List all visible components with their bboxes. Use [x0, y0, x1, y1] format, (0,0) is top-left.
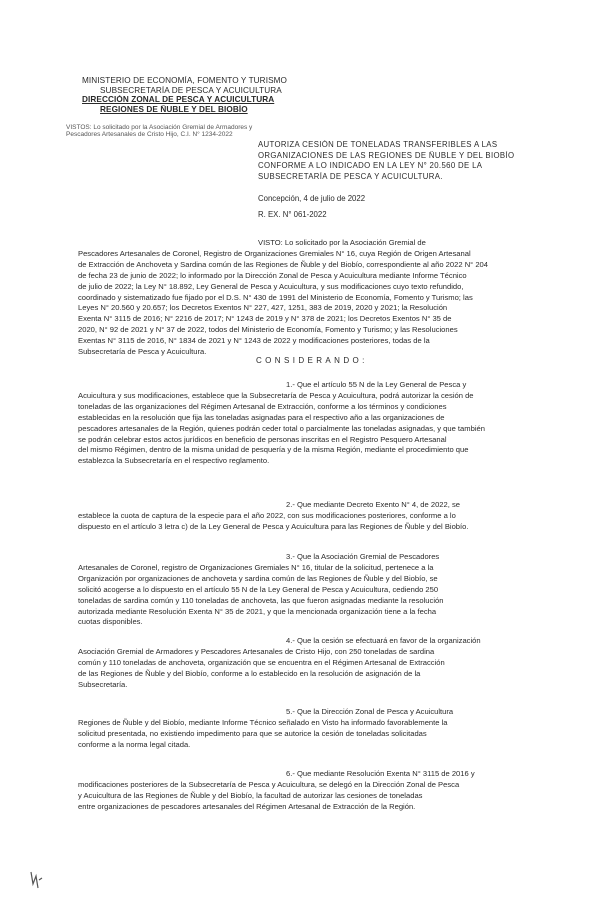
- paragraph-line: Asociación Gremial de Armadores y Pescadores Artesanales de Cristo Hijo, con 250 toneladas de sardina: [78, 646, 435, 656]
- paragraph-line: de Extracción de Anchoveta y Sardina común de las Regiones de Ñuble y del Biobío, correspondiente al año 2022 N° 204: [78, 259, 488, 269]
- subject-line: SUBSECRETARÍA DE PESCA Y ACUICULTURA.: [258, 171, 443, 181]
- paragraph-line: Subsecretaría.: [78, 679, 128, 689]
- directorate-name: DIRECCIÓN ZONAL DE PESCA Y ACUICULTURA: [82, 95, 275, 105]
- reference-line: Pescadores Artesanales de Cristo Hijo, C.I. N° 1234-2022: [66, 131, 233, 139]
- paragraph-line: dispuesto en el artículo 3 letra c) de la Ley General de Pesca y Acuicultura para las Regiones de Ñuble y del Biobío.: [78, 521, 469, 531]
- subject-line: ORGANIZACIONES DE LAS REGIONES DE ÑUBLE Y DEL BIOBÍO: [258, 150, 515, 160]
- paragraph-line: común y 110 toneladas de anchoveta, organización que se encuentra en el Régimen Artesanal de Extracción: [78, 657, 445, 667]
- considerando-item-4: [78, 636, 518, 691]
- paragraph-line: 4.- Que la cesión se efectuará en favor de la organización: [286, 636, 481, 645]
- reference-line: VISTOS: Lo solicitado por la Asociación Gremial de Armadores y: [66, 124, 253, 131]
- paragraph-line: 2.- Que mediante Decreto Exento N° 4, de 2022, se: [286, 500, 460, 509]
- paragraph-line: conforme a la norma legal citada.: [78, 739, 191, 749]
- paragraph-line: toneladas de las organizaciones del Régimen Artesanal de Extracción, conforme a los términos y condiciones: [78, 401, 447, 411]
- paragraph-line: 2020, N° 92 de 2021 y N° 37 de 2022, todos del Ministerio de Economía, Fomento y Turismo; y las Resoluciones: [78, 325, 458, 335]
- paragraph-line: de fecha 23 de junio de 2022; lo informado por la Dirección Zonal de Pesca y Acuicultura mediante Informe Técnico: [78, 270, 467, 280]
- considerando-item-1: [78, 380, 518, 467]
- paragraph-line: Subsecretaría de Pesca y Acuicultura.: [78, 347, 207, 357]
- paragraph-line: 3.- Que la Asociación Gremial de Pescadores: [286, 552, 440, 561]
- considerando-item-5: [78, 707, 518, 751]
- considerando-item-6: [78, 769, 518, 813]
- visto-paragraph: [78, 238, 518, 358]
- region-name: REGIONES DE ÑUBLE Y DEL BIOBÍO: [100, 104, 248, 114]
- ministry-name: MINISTERIO DE ECONOMÍA, FOMENTO Y TURISMO: [82, 76, 288, 85]
- paragraph-line: VISTO: Lo solicitado por la Asociación Gremial de: [258, 238, 426, 247]
- resolution-number: R. EX. N° 061-2022: [258, 210, 327, 219]
- paragraph-line: Acuicultura y sus modificaciones, establece que la Subsecretaría de Pesca y Acuicultura, podrá autorizar la cesión de: [78, 390, 474, 400]
- paragraph-line: Leyes N° 20.560 y 20.657; los Decretos Exentos N° 227, 427, 1251, 383 de 2019, 2020 y 2021; la Resolución: [78, 303, 448, 313]
- paragraph-line: y Acuicultura de las Regiones de Ñuble y del Biobío, la facultad de autorizar las cesiones de toneladas: [78, 790, 423, 800]
- paragraph-line: Exenta N° 3115 de 2016; N° 2216 de 2017; N° 1243 de 2019 y N° 378 de 2021; los Decretos Exentos N° 35 de: [78, 314, 452, 324]
- paragraph-line: Pescadores Artesanales de Coronel, Registro de Organizaciones Gremiales N° 16, cuya Región de Origen Artesanal: [78, 248, 471, 258]
- considerando-item-3: [78, 552, 518, 628]
- paragraph-line: cuotas disponibles.: [78, 617, 143, 627]
- subject-line: CONFORME A LO INDICADO EN LA LEY N° 20.560 DE LA: [258, 161, 483, 171]
- paragraph-line: solicitó acogerse a lo dispuesto en el artículo 55 N de la Ley General de Pesca y Acuicultura, cediendo 250: [78, 584, 439, 594]
- paragraph-line: pescadores artesanales de la Región, quienes podrán ceder total o parcialmente las toneladas asignadas, y que también: [78, 423, 485, 433]
- paragraph-line: de julio de 2022; la Ley N° 18.892, Ley General de Pesca y Acuicultura, y sus modificaciones cuyo texto refundido,: [78, 281, 464, 291]
- paragraph-line: Organización por organizaciones de anchoveta y sardina común de las Regiones de Ñuble y del Biobío, se: [78, 573, 438, 583]
- considerando-heading: CONSIDERANDO:: [256, 356, 368, 365]
- paragraph-line: 5.- Que la Dirección Zonal de Pesca y Acuicultura: [286, 707, 454, 716]
- paragraph-line: de las Regiones de Ñuble y del Biobío, conforme a lo establecido en la resolución de asignación de la: [78, 668, 421, 678]
- paragraph-line: establezca la Subsecretaría en el respectivo reglamento.: [78, 456, 270, 466]
- paragraph-line: del mismo Régimen, dentro de la misma unidad de pesquería y de la misma Región, mediante el procedimiento que: [78, 445, 469, 455]
- reference-block: [66, 124, 266, 138]
- subsecretariat-name: SUBSECRETARÍA DE PESCA Y ACUICULTURA: [100, 85, 282, 95]
- paragraph-line: entre organizaciones de pescadores artesanales del Régimen Artesanal de Extracción de la Región.: [78, 801, 416, 811]
- paragraph-line: modificaciones posteriores de la Subsecretaría de Pesca y Acuicultura, se delegó en la Dirección Zonal de Pesca: [78, 779, 460, 789]
- paragraph-line: Regiones de Ñuble y del Biobío, mediante Informe Técnico señalado en Visto ha informado favorablemente la: [78, 717, 448, 727]
- paragraph-line: autorizada mediante Resolución Exenta N° 35 de 2021, y que la mencionada organización tiene a la fecha: [78, 606, 437, 616]
- paragraph-line: 6.- Que mediante Resolución Exenta N° 3115 de 2016 y: [286, 769, 475, 778]
- paragraph-line: se podrán celebrar estos actos jurídicos en beneficio de personas inscritas en el Registro Pesquero Artesanal: [78, 434, 447, 444]
- paragraph-line: solicitud presentada, no existiendo impedimento para que se autorice la cesión de toneladas solicitadas: [78, 728, 427, 738]
- paragraph-line: 1.- Que el artículo 55 N de la Ley General de Pesca y: [286, 380, 467, 389]
- considerando-item-2: [78, 500, 518, 533]
- subject-line: AUTORIZA CESIÓN DE TONELADAS TRANSFERIBLES A LAS: [258, 140, 498, 149]
- handwritten-initial-mark: [28, 870, 44, 895]
- letterhead: [82, 76, 302, 114]
- paragraph-line: Exentas N° 3115 de 2016, N° 1834 de 2021 y N° 1243 de 2022 y modificaciones posteriores, todas de la: [78, 336, 430, 346]
- initial-scribble-icon: [28, 870, 44, 892]
- paragraph-line: establece la cuota de captura de la especie para el año 2022, con sus modificaciones posteriores, conforme a lo: [78, 510, 456, 520]
- paragraph-line: establecidas en la resolución que fija las toneladas asignadas para el respectivo año a las organizaciones de: [78, 412, 445, 422]
- subject-block: [258, 140, 550, 182]
- paragraph-line: Artesanales de Coronel, registro de Organizaciones Gremiales N° 16, titular de la solicitud, pertenece a la: [78, 562, 434, 572]
- paragraph-line: coordinado y sistematizado fue fijado por el D.S. N° 430 de 1991 del Ministerio de Economía, Fomento y Turismo; las: [78, 292, 473, 302]
- paragraph-line: toneladas de sardina común y 110 toneladas de anchoveta, las que fueron asignadas mediante la resolución: [78, 595, 444, 605]
- date-line: Concepción, 4 de julio de 2022: [258, 194, 366, 203]
